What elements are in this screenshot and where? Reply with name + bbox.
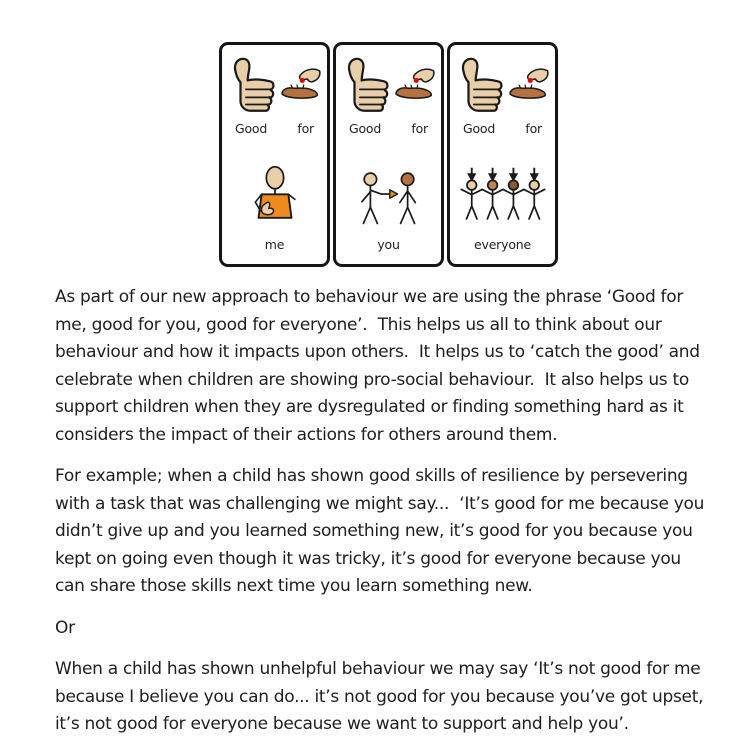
thumb-fist-shape <box>349 59 387 111</box>
for-label: for <box>525 121 542 136</box>
person-head-3 <box>508 180 518 190</box>
give-hand-wrap <box>393 67 435 103</box>
thumb-fist-shape <box>463 59 501 111</box>
person-head-2 <box>487 180 497 190</box>
thumbs-up-icon <box>342 54 392 114</box>
receiving-hand-shape <box>396 88 431 98</box>
everyone-icon <box>459 166 547 232</box>
give-hand-wrap <box>279 67 321 103</box>
pointer-body <box>361 186 380 224</box>
thumb-fist-shape <box>235 59 273 111</box>
subject-label: everyone <box>474 237 531 252</box>
red-dot <box>300 78 305 83</box>
card-icons-row <box>228 54 321 118</box>
paragraph-example-positive: For example; when a child has shown good skills of resilience by persevering with a task that was challenging we might say... ‘It’s good for me because you didn’t give up and you learned something new, it’s good for you because you kept on going even though it was tricky, it’s good for everyone because you can share those skills next time you learn something new. <box>55 466 710 596</box>
card-icons-row <box>342 54 435 118</box>
me-icon <box>249 166 301 232</box>
card-word-labels <box>228 121 321 136</box>
card-good-for-everyone <box>447 42 558 267</box>
good-for-cards <box>219 42 558 267</box>
you-icon <box>353 170 425 232</box>
card-word-labels <box>342 121 435 136</box>
person-bodies <box>466 190 539 219</box>
paragraph-or: Or <box>55 617 75 638</box>
me-head <box>266 167 283 189</box>
you-head <box>401 173 413 185</box>
body-text <box>55 284 712 753</box>
card-good-for-me <box>219 42 330 267</box>
down-arrows <box>468 168 537 180</box>
thumbs-up-icon <box>456 54 506 114</box>
you-body <box>399 186 415 224</box>
card-icons-row <box>456 54 549 118</box>
card-good-for-you <box>333 42 444 267</box>
paragraph-intro: As part of our new approach to behaviour we are using the phrase ‘Good for me, good for you, good for everyone’. This helps us all to think about our behaviour and how it impacts upon others. It helps us to ‘catch the good’ and celebrate when children are showing pro-social behaviour. It also helps us to support children when they are dysregulated or finding something hard as it considers the impact of their actions for others around them. <box>55 287 705 445</box>
good-label: Good <box>349 121 382 136</box>
pointer-head <box>364 173 376 185</box>
good-label: Good <box>463 121 496 136</box>
give-hand-icon <box>393 67 435 103</box>
paragraph-example-unhelpful: When a child has shown unhelpful behaviour we may say ‘It’s not good for me because I believe you can do... it’s not good for you because you’ve got upset, it’s not good for everyone because we want to support and help you’. <box>55 659 709 734</box>
arrow-head <box>389 190 397 199</box>
receiving-hand-shape <box>282 88 317 98</box>
for-label: for <box>297 121 314 136</box>
person-head-4 <box>529 180 539 190</box>
red-dot <box>528 78 533 83</box>
person-head-1 <box>466 180 476 190</box>
give-hand-wrap <box>507 67 549 103</box>
give-hand-icon <box>507 67 549 103</box>
card-word-labels <box>456 121 549 136</box>
thumbs-up-icon <box>228 54 278 114</box>
give-hand-icon <box>279 67 321 103</box>
for-label: for <box>411 121 428 136</box>
subject-label: you <box>377 237 400 252</box>
good-label: Good <box>235 121 268 136</box>
receiving-hand-shape <box>510 88 545 98</box>
subject-label: me <box>264 237 285 252</box>
red-dot <box>414 78 419 83</box>
